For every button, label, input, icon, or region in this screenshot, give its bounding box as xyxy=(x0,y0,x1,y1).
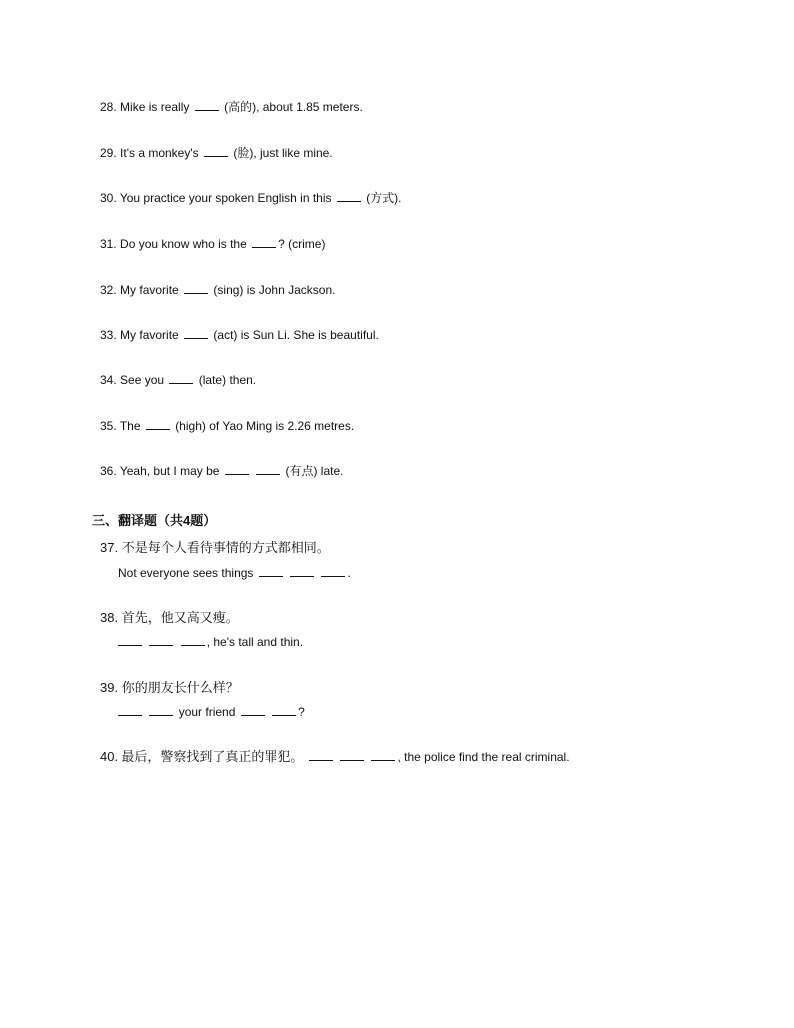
question-number: 31. xyxy=(100,237,117,251)
question-text: (高的), about 1.85 meters. xyxy=(224,100,363,114)
english-text: your friend xyxy=(178,705,236,719)
english-text: , he's tall and thin. xyxy=(206,635,304,649)
question-text: It's a monkey's xyxy=(120,146,199,160)
english-text: Not everyone sees things xyxy=(118,566,254,580)
question-text: Do you know who is the xyxy=(120,237,247,251)
question-text: (有点) late. xyxy=(285,464,344,478)
translation-39-answer xyxy=(116,704,305,720)
question-number: 39. xyxy=(100,680,119,695)
question-text: You practice your spoken English in this xyxy=(119,191,332,205)
chinese-sentence: 你的朋友长什么样？ xyxy=(121,680,239,695)
answer-blank[interactable] xyxy=(225,463,249,475)
question-number: 30. xyxy=(100,191,117,205)
chinese-sentence: 最后，警察找到了真正的罪犯。 xyxy=(121,749,304,764)
question-text: See you xyxy=(120,373,165,387)
question-number: 38. xyxy=(100,610,119,625)
question-28 xyxy=(100,99,363,115)
question-number: 36. xyxy=(100,464,117,478)
answer-blank[interactable] xyxy=(321,565,345,577)
english-text: . xyxy=(347,566,351,580)
question-number: 34. xyxy=(100,373,117,387)
question-number: 40. xyxy=(100,749,119,764)
question-36 xyxy=(100,463,344,479)
answer-blank[interactable] xyxy=(184,327,208,339)
translation-39-prompt xyxy=(100,680,239,696)
question-number: 37. xyxy=(100,540,119,555)
question-text: (sing) is John Jackson. xyxy=(213,283,336,297)
question-number: 32. xyxy=(100,283,117,297)
question-text: (late) then. xyxy=(198,373,257,387)
answer-blank[interactable] xyxy=(290,565,314,577)
question-text: (脸), just like mine. xyxy=(233,146,333,160)
question-text: Yeah, but I may be xyxy=(119,464,220,478)
question-text: The xyxy=(119,419,141,433)
question-30 xyxy=(100,190,402,206)
translation-40 xyxy=(100,749,570,765)
answer-blank[interactable] xyxy=(371,749,395,761)
question-number: 28. xyxy=(100,100,117,114)
question-text: (方式). xyxy=(366,191,402,205)
english-text: , the police find the real criminal. xyxy=(397,750,570,764)
answer-blank[interactable] xyxy=(149,704,173,716)
chinese-sentence: 首先，他又高又瘦。 xyxy=(121,610,239,625)
answer-blank[interactable] xyxy=(118,704,142,716)
question-32 xyxy=(100,282,335,298)
answer-blank[interactable] xyxy=(204,145,228,157)
question-31 xyxy=(100,236,325,252)
translation-38-answer xyxy=(116,634,303,650)
answer-blank[interactable] xyxy=(184,282,208,294)
answer-blank[interactable] xyxy=(241,704,265,716)
translation-37-prompt xyxy=(100,540,330,556)
question-text: ? (crime) xyxy=(278,237,326,251)
question-33 xyxy=(100,327,379,343)
section-title: 三、翻译题（共4题） xyxy=(92,513,217,528)
question-text: My favorite xyxy=(120,328,179,342)
question-number: 29. xyxy=(100,146,117,160)
answer-blank[interactable] xyxy=(181,634,205,646)
answer-blank[interactable] xyxy=(195,99,219,111)
chinese-sentence: 不是每个人看待事情的方式都相同。 xyxy=(121,540,330,555)
answer-blank[interactable] xyxy=(169,372,193,384)
question-35 xyxy=(100,418,354,434)
question-text: (high) of Yao Ming is 2.26 metres. xyxy=(175,419,355,433)
answer-blank[interactable] xyxy=(337,190,361,202)
question-29 xyxy=(100,145,333,161)
answer-blank[interactable] xyxy=(340,749,364,761)
answer-blank[interactable] xyxy=(149,634,173,646)
question-34 xyxy=(100,372,256,388)
answer-blank[interactable] xyxy=(252,236,276,248)
answer-blank[interactable] xyxy=(118,634,142,646)
answer-blank[interactable] xyxy=(309,749,333,761)
question-text: My favorite xyxy=(120,283,179,297)
answer-blank[interactable] xyxy=(146,418,170,430)
question-number: 33. xyxy=(100,328,117,342)
translation-38-prompt xyxy=(100,610,239,626)
english-text: ? xyxy=(298,705,305,719)
answer-blank[interactable] xyxy=(272,704,296,716)
question-number: 35. xyxy=(100,419,117,433)
question-text: (act) is Sun Li. She is beautiful. xyxy=(213,328,379,342)
answer-blank[interactable] xyxy=(259,565,283,577)
question-text: Mike is really xyxy=(120,100,190,114)
translation-37-answer xyxy=(118,565,351,581)
answer-blank[interactable] xyxy=(256,463,280,475)
